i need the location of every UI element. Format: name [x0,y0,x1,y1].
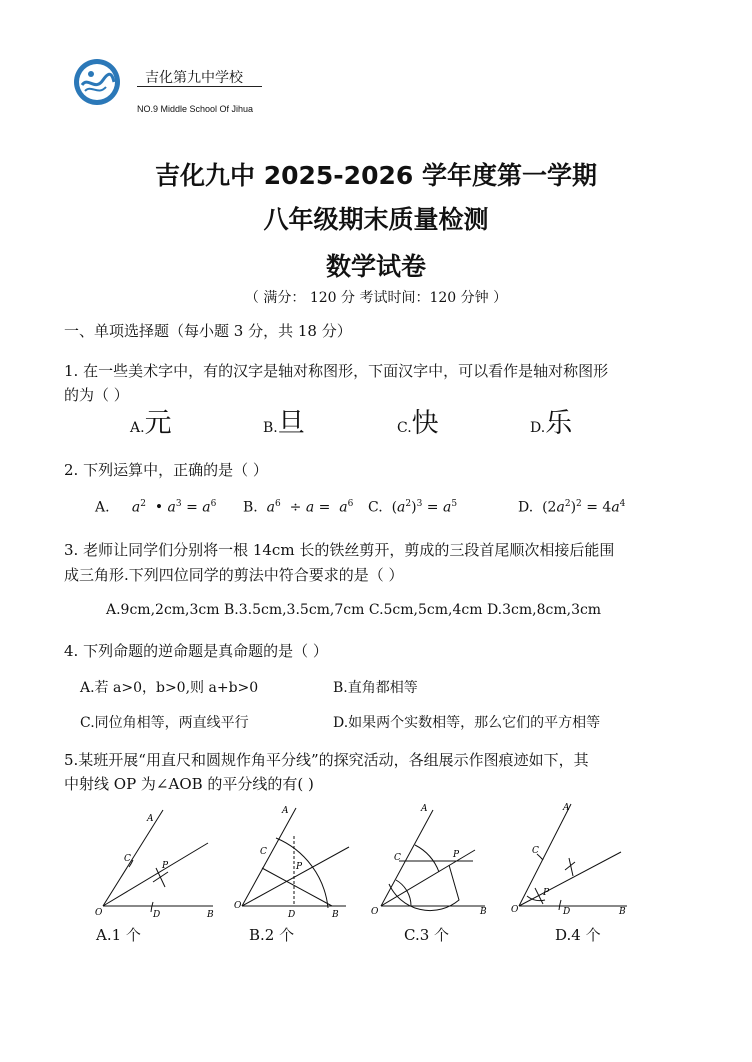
q5-figure-2 [232,800,354,922]
q3-stem-line1: 3. 老师让同学们分别将一根 14cm 长的铁丝剪开，剪成的三段首尾顺次相接后能围 [64,541,615,559]
fig3-label-o: O [371,907,379,917]
q1-option-c: C.快 [397,408,439,439]
fig3-label-a: A [421,804,428,814]
q4-option-b: B.直角都相等 [333,680,418,696]
fig3-label-c: C [394,853,401,863]
q1-option-a-char: 元 [144,408,172,439]
fig2-label-c: C [260,847,267,857]
q1-stem-line1: 1. 在一些美术字中，有的汉字是轴对称图形，下面汉字中，可以看作是轴对称图形 [64,362,609,380]
q5-figure-4 [509,800,631,922]
fig2-label-o: O [234,901,242,911]
school-name-cn: 吉化第九中学校 [145,70,243,86]
q3-options: A.9cm,2cm,3cm B.3.5cm,3.5cm,7cm C.5cm,5cm,4cm D.3cm,8cm,3cm [106,602,602,618]
q5-option-a: A.1 个 [96,926,141,944]
q2-option-d: D. $(2a^2)^2 = 4a^4$ [518,499,626,516]
q2-option-b: B. $a^6 \div a = a^6$ [243,499,354,516]
q1-stem-line2: 的为（ ） [64,386,129,404]
q1-option-d-char: 乐 [545,408,573,439]
section-heading: 一、单项选择题（每小题 3 分，共 18 分） [64,322,352,340]
q5-figure-3 [371,800,493,922]
fig4-label-o: O [511,905,519,915]
fig2-label-b: B [332,910,339,920]
q5-option-b: B.2 个 [249,926,295,944]
fig1-label-b: B [207,910,214,920]
fig4-label-b: B [619,907,626,917]
q1-option-a: A.元 [130,408,172,439]
fig2-label-a: A [282,806,289,816]
fig3-label-b: B [480,907,487,917]
q4-option-c: C.同位角相等，两直线平行 [80,715,249,731]
q4-option-a: A.若 a>0，b>0,则 a+b>0 [80,680,259,696]
q4-stem: 4. 下列命题的逆命题是真命题的是（ ） [64,642,328,660]
q1-option-d: D.乐 [530,408,573,439]
fig1-label-a: A [147,814,154,824]
q1-option-b: B.旦 [263,408,305,439]
exam-title-line2: 八年级期末质量检测 [263,205,489,234]
q1-option-b-char: 旦 [277,408,305,439]
q5-option-d: D.4 个 [555,926,601,944]
fig3-label-p: P [453,850,460,860]
exam-title-line3: 数学试卷 [325,252,426,281]
q2-option-a: A. $a^2$ • $a^3 = a^6$ [95,499,217,516]
fig4-label-c: C [532,846,539,856]
fig1-label-o: O [95,908,103,918]
fig2-label-p: P [296,862,303,872]
q3-stem-line2: 成三角形.下列四位同学的剪法中符合要求的是（ ） [64,566,404,584]
q1-option-c-char: 快 [411,408,439,439]
q2-stem: 2. 下列运算中，正确的是（ ） [64,461,268,479]
fig4-label-a: A [563,803,570,813]
q4-option-d: D.如果两个实数相等，那么它们的平方相等 [333,715,601,731]
header-underline [137,86,262,87]
q5-figure-1 [93,800,215,922]
fig1-label-c: C [124,854,131,864]
fig2-label-d: D [288,910,296,920]
q2-option-c: C. $(a^2)^3 = a^5$ [368,499,458,516]
q5-option-c: C.3 个 [404,926,450,944]
fig1-label-d: D [153,910,161,920]
school-name-en: NO.9 Middle School Of Jihua [137,104,254,114]
q5-stem-line2: 中射线 OP 为∠AOB 的平分线的有( ) [64,775,314,793]
score-time-line: （ 满分： 120 分 考试时间：120 分钟 ） [244,290,508,306]
q5-stem-line1: 5.某班开展“用直尺和圆规作角平分线”的探究活动，各组展示作图痕迹如下，其 [64,751,589,769]
exam-title-line1: 吉化九中 2025-2026 学年度第一学期 [155,161,597,190]
fig4-label-p: P [543,888,550,898]
school-logo [73,58,121,106]
fig4-label-d: D [563,907,571,917]
fig1-label-p: P [162,861,169,871]
